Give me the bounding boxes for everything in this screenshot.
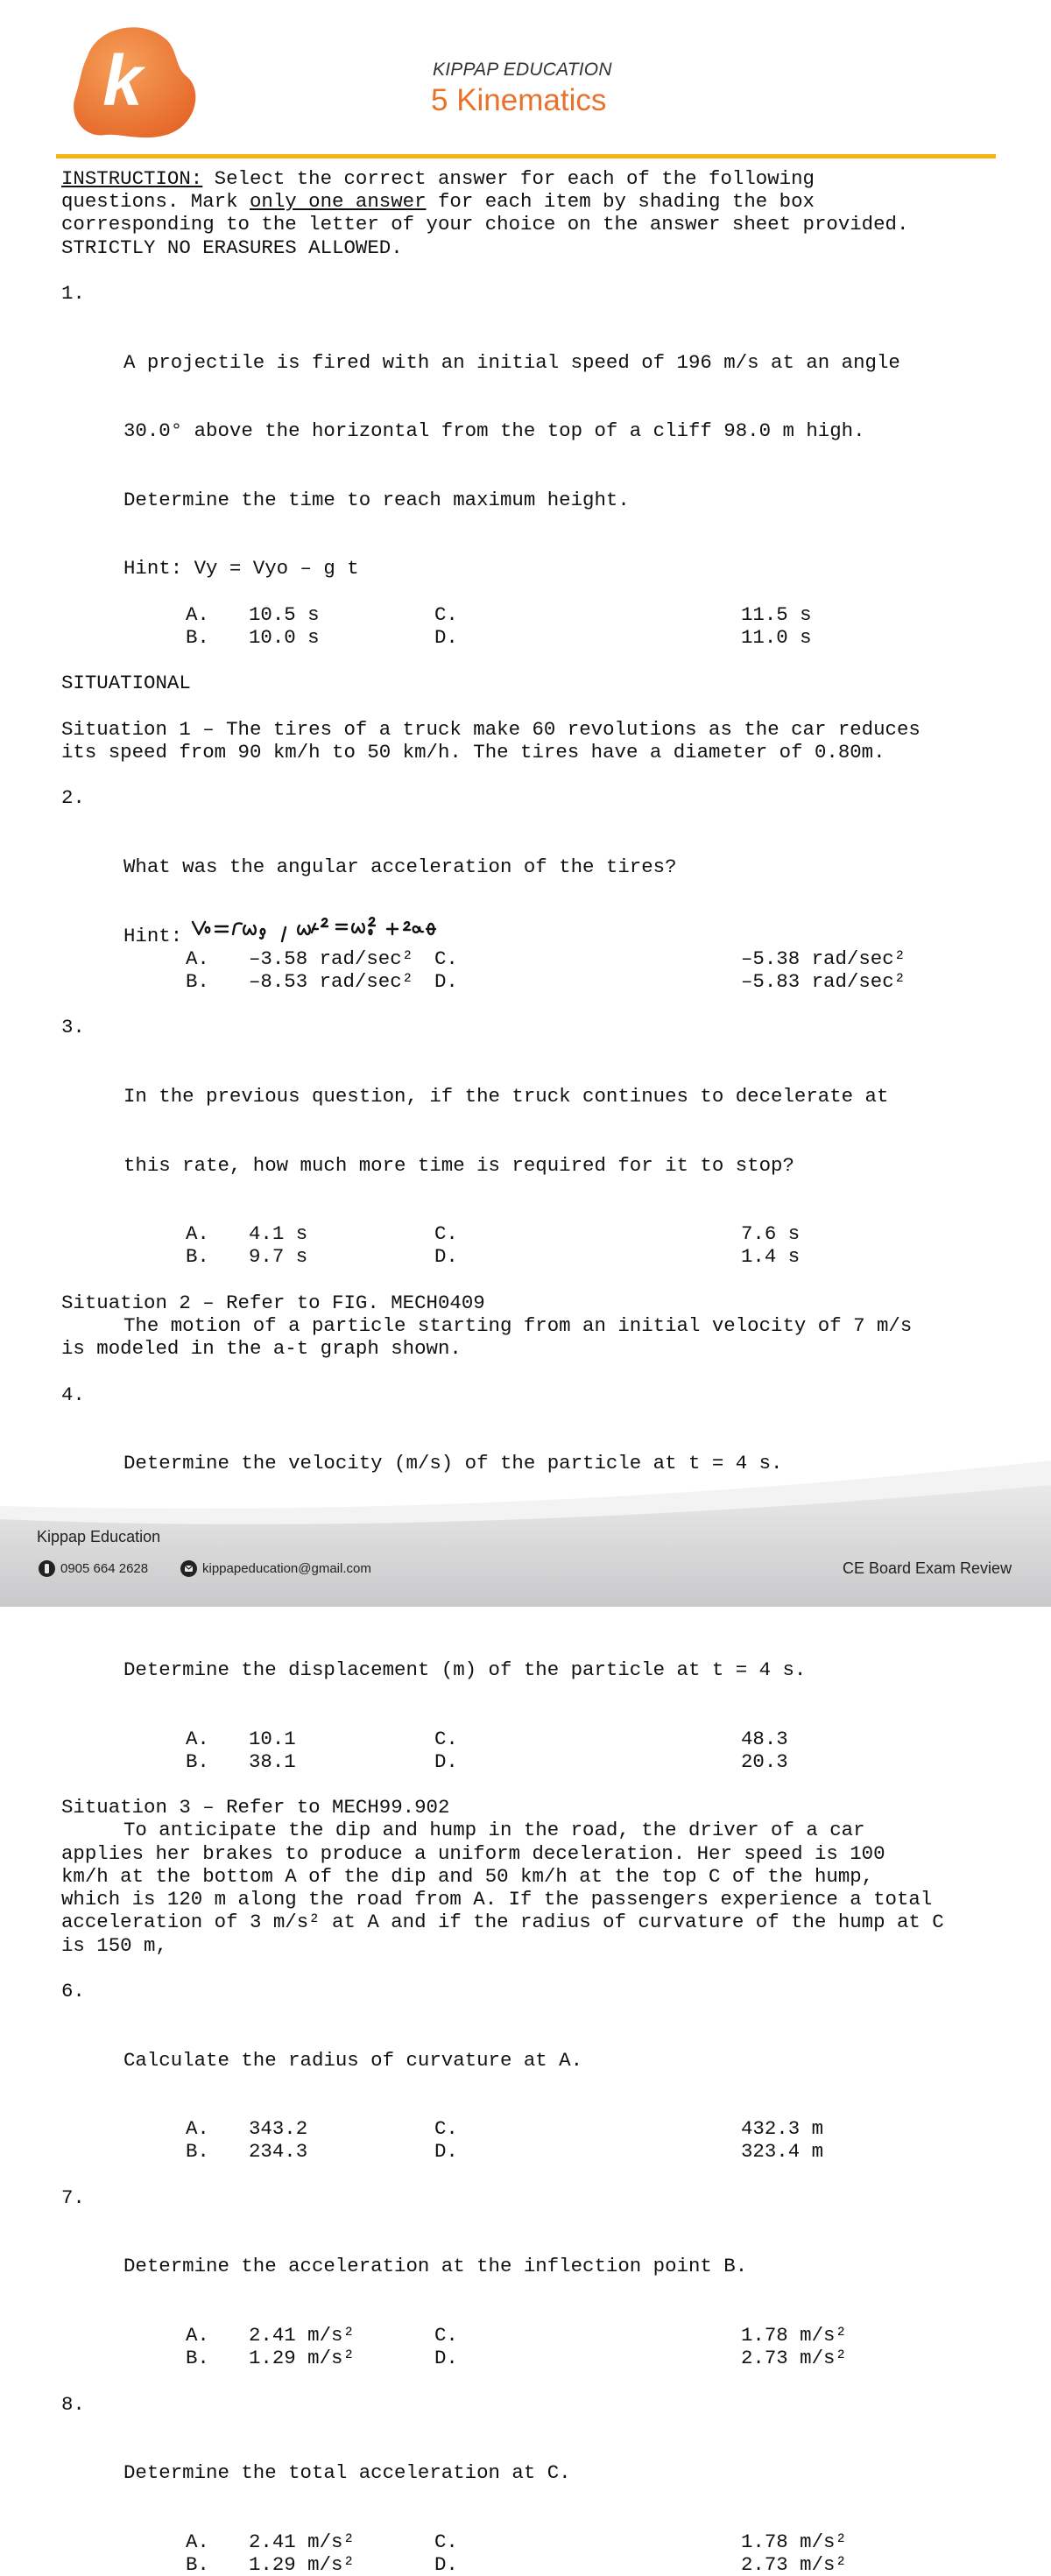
option-b[interactable]: 1.29 m/s² — [249, 2552, 355, 2576]
hint-label: Hint: — [123, 924, 183, 947]
question-number: 6. — [61, 1979, 85, 2002]
options-q8-row-2 — [61, 2553, 1007, 2576]
option-label: C. — [434, 2117, 458, 2141]
option-label: C. — [434, 1222, 458, 1246]
options-q6-row-1 — [61, 2117, 1007, 2140]
situation-2-text: The motion of a particle starting from an initial velocity of 7 m/s — [123, 1314, 913, 1338]
option-a[interactable]: 343.2 — [249, 2117, 308, 2141]
section-heading: SITUATIONAL — [61, 672, 191, 695]
question-hint: Hint: Vy = Vyo – g t — [123, 557, 359, 581]
exam-body — [61, 167, 1007, 2576]
instruction-text: for each item by shading the box — [426, 190, 815, 214]
email-icon — [180, 1560, 197, 1577]
option-label: C. — [434, 2323, 458, 2347]
option-label: C. — [434, 1727, 458, 1750]
footer-company: Kippap Education — [37, 1528, 161, 1545]
options-q3-row-2 — [61, 1245, 1007, 1268]
option-c[interactable]: 7.6 s — [741, 1222, 801, 1246]
question-number: 8. — [61, 2392, 85, 2416]
option-label: D. — [434, 2347, 458, 2370]
option-label: A. — [186, 2530, 209, 2553]
option-label: C. — [434, 2530, 458, 2553]
options-q7-row-2 — [61, 2347, 1007, 2369]
options-q5-row-2 — [61, 1750, 1007, 1773]
situation-3-text: applies her brakes to produce a uniform deceleration. Her speed is 100 — [61, 1841, 885, 1865]
brand-name: KIPPAP EDUCATION — [433, 60, 612, 80]
instruction-line-3: corresponding to the letter of your choice on the answer sheet provided. — [61, 213, 909, 236]
situation-3-text: is 150 m, — [61, 1933, 167, 1957]
situation-3-text: which is 120 m along the road from A. If the passengers experience a total — [61, 1888, 933, 1911]
footer-email[interactable]: kippapeducation@gmail.com — [202, 1561, 371, 1576]
option-a[interactable]: 10.5 s — [249, 602, 320, 626]
footer-band — [0, 1445, 1051, 1607]
option-c[interactable]: 48.3 — [741, 1727, 788, 1750]
option-label: B. — [186, 1245, 209, 1269]
options-q7-row-1 — [61, 2324, 1007, 2347]
situation-3-text: km/h at the bottom A of the dip and 50 km/h at the top C of the hump, — [61, 1864, 874, 1888]
kippap-logo — [72, 23, 200, 140]
question-8 — [61, 2393, 1007, 2530]
situation-2-title: Situation 2 – Refer to FIG. MECH0409 — [61, 1291, 485, 1314]
header-divider — [56, 154, 996, 158]
option-label: A. — [186, 2323, 209, 2347]
option-label: B. — [186, 2552, 209, 2576]
handwritten-hint — [189, 913, 504, 945]
page-title: 5 Kinematics — [431, 83, 607, 117]
option-label: D. — [434, 2552, 458, 2576]
option-d[interactable]: 323.4 m — [741, 2140, 824, 2164]
question-3 — [61, 1016, 1007, 1222]
options-q2-row-1 — [61, 947, 1007, 970]
instruction-line-4: STRICTLY NO ERASURES ALLOWED. — [61, 236, 403, 259]
option-a[interactable]: –3.58 rad/sec² — [249, 947, 414, 970]
instruction-line-2 — [61, 190, 1007, 213]
option-a[interactable]: 4.1 s — [249, 1222, 308, 1246]
question-text: What was the angular acceleration of the tires? — [123, 855, 677, 879]
option-label: B. — [186, 970, 209, 994]
question-1 — [61, 282, 1007, 626]
footer-tagline: CE Board Exam Review — [843, 1559, 1012, 1577]
instruction-text: questions. Mark — [61, 190, 250, 214]
option-label: B. — [186, 626, 209, 650]
question-6 — [61, 1980, 1007, 2117]
option-label: D. — [434, 2140, 458, 2164]
option-b[interactable]: 38.1 — [249, 1749, 296, 1773]
option-label: D. — [434, 970, 458, 994]
question-5 — [61, 1589, 1007, 1727]
option-label: C. — [434, 602, 458, 626]
option-c[interactable]: 11.5 s — [741, 602, 812, 626]
option-b[interactable]: 234.3 — [249, 2140, 308, 2164]
option-d[interactable]: 2.73 m/s² — [741, 2552, 847, 2576]
question-text: Determine the acceleration at the inflection point B. — [123, 2255, 748, 2278]
option-label: D. — [434, 1245, 458, 1269]
option-a[interactable]: 2.41 m/s² — [249, 2323, 355, 2347]
option-d[interactable]: 1.4 s — [741, 1245, 801, 1269]
option-label: B. — [186, 2140, 209, 2164]
question-text: Determine the displacement (m) of the particle at t = 4 s. — [123, 1658, 807, 1682]
option-b[interactable]: 9.7 s — [249, 1245, 308, 1269]
options-q6-row-2 — [61, 2140, 1007, 2163]
option-c[interactable]: 1.78 m/s² — [741, 2323, 847, 2347]
option-c[interactable]: –5.38 rad/sec² — [741, 947, 906, 970]
instruction-emphasis: only one answer — [250, 190, 427, 214]
question-2 — [61, 786, 1007, 924]
option-a[interactable]: 10.1 — [249, 1727, 296, 1750]
option-d[interactable]: –5.83 rad/sec² — [741, 970, 906, 994]
option-a[interactable]: 2.41 m/s² — [249, 2530, 355, 2553]
options-q2-row-2 — [61, 970, 1007, 993]
option-label: A. — [186, 947, 209, 970]
option-label: A. — [186, 2117, 209, 2141]
situation-3-text: acceleration of 3 m/s² at A and if the radius of curvature of the hump at C — [61, 1911, 944, 1934]
option-label: C. — [434, 947, 458, 970]
option-label: D. — [434, 1749, 458, 1773]
situation-3-title: Situation 3 – Refer to MECH99.902 — [61, 1796, 450, 1819]
option-label: A. — [186, 1727, 209, 1750]
question-text: this rate, how much more time is required for it to stop? — [123, 1153, 794, 1177]
situation-1-text: Situation 1 – The tires of a truck make 60 revolutions as the car reduces — [61, 717, 921, 741]
question-text: Calculate the radius of curvature at A. — [123, 2048, 583, 2072]
instruction-text: Select the correct answer for each of the following — [202, 167, 815, 190]
options-q3-row-1 — [61, 1222, 1007, 1245]
question-text: Determine the velocity (m/s) of the particle at t = 4 s. — [123, 1452, 783, 1475]
question-2-hint — [61, 925, 1007, 947]
situation-2-text: is modeled in the a-t graph shown. — [61, 1337, 462, 1361]
question-text: A projectile is fired with an initial speed of 196 m/s at an angle — [123, 350, 900, 374]
question-7 — [61, 2186, 1007, 2324]
option-d[interactable]: 2.73 m/s² — [741, 2347, 847, 2370]
option-label: B. — [186, 1749, 209, 1773]
footer-phone[interactable]: 0905 664 2628 — [60, 1561, 149, 1576]
options-q8-row-1 — [61, 2530, 1007, 2553]
viber-icon — [39, 1560, 55, 1577]
option-b[interactable]: 1.29 m/s² — [249, 2347, 355, 2370]
question-text: In the previous question, if the truck continues to decelerate at — [123, 1085, 889, 1109]
question-number: 4. — [61, 1383, 85, 1406]
option-label: B. — [186, 2347, 209, 2370]
option-b[interactable]: 10.0 s — [249, 626, 320, 650]
question-number: 7. — [61, 2185, 85, 2209]
instruction-line-1 — [61, 167, 1007, 190]
situation-1-text: its speed from 90 km/h to 50 km/h. The tires have a diameter of 0.80m. — [61, 741, 885, 764]
options-q5-row-1 — [61, 1728, 1007, 1750]
question-number: 1. — [61, 282, 85, 305]
question-text: 30.0° above the horizontal from the top of a cliff 98.0 m high. — [123, 419, 865, 443]
logo-letter: k — [102, 41, 143, 121]
option-d[interactable]: 11.0 s — [741, 626, 812, 650]
options-q1-row-2 — [61, 626, 1007, 649]
option-c[interactable]: 432.3 m — [741, 2117, 824, 2141]
question-number: 3. — [61, 1016, 85, 1039]
question-number: 2. — [61, 786, 85, 810]
option-label: A. — [186, 1222, 209, 1246]
option-d[interactable]: 20.3 — [741, 1749, 788, 1773]
option-label: A. — [186, 602, 209, 626]
instruction-label: INSTRUCTION: — [61, 167, 203, 190]
option-c[interactable]: 1.78 m/s² — [741, 2530, 847, 2553]
situation-3-text: To anticipate the dip and hump in the road, the driver of a car — [123, 1819, 865, 1842]
question-text: Determine the total acceleration at C. — [123, 2461, 571, 2485]
option-label: D. — [434, 626, 458, 650]
question-text: Determine the time to reach maximum height. — [123, 488, 630, 511]
option-b[interactable]: –8.53 rad/sec² — [249, 970, 414, 994]
